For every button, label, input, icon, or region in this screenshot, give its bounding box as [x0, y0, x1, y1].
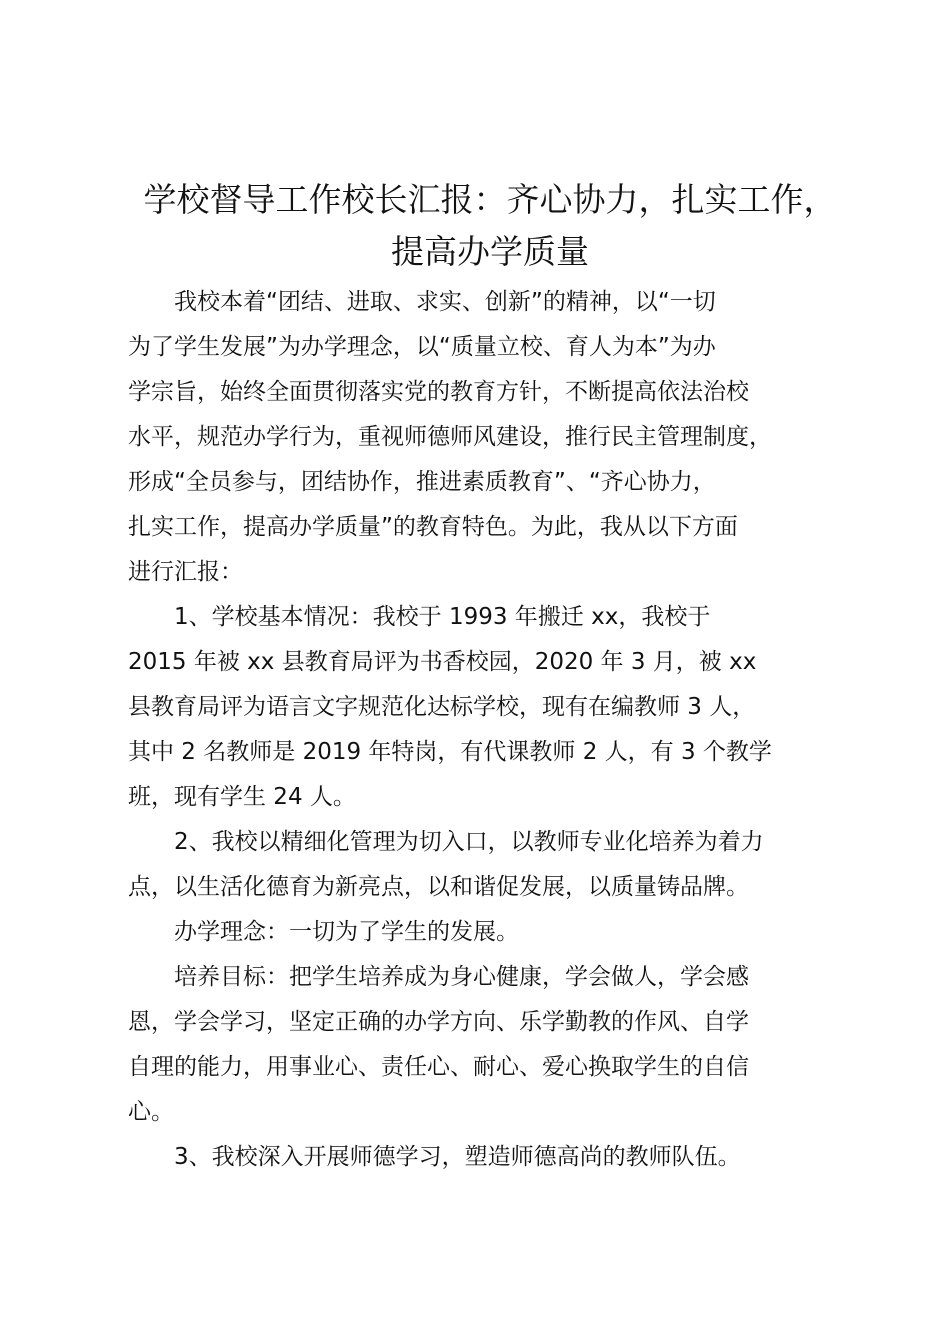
- text-line: 扎实工作，提高办学质量”的教育特色。为此，我从以下方面: [128, 514, 738, 540]
- title-line: 提高办学质量: [391, 232, 589, 271]
- text-line: 其中 2 名教师是 2019 年特岗，有代课教师 2 人，有 3 个教学: [128, 739, 772, 765]
- paragraph-intro: [128, 280, 840, 595]
- text-line: 点，以生活化德育为新亮点，以和谐促发展，以质量铸品牌。: [128, 874, 749, 900]
- document-body: [128, 280, 840, 1180]
- document-title: [110, 174, 870, 278]
- text-line: 培养目标：把学生培养成为身心健康，学会做人，学会感: [128, 964, 749, 990]
- text-line: 县教育局评为语言文字规范化达标学校，现有在编教师 3 人，: [128, 694, 756, 720]
- text-line: 心。: [128, 1099, 174, 1125]
- text-line: 2、我校以精细化管理为切入口，以教师专业化培养为着力: [128, 829, 764, 855]
- text-line: 办学理念：一切为了学生的发展。: [128, 919, 519, 945]
- text-line: 我校本着“团结、进取、求实、创新”的精神，以“一切: [128, 289, 716, 315]
- title-line: 学校督导工作校长汇报：齐心协力，扎实工作，: [143, 180, 837, 219]
- paragraph-basic-info: [128, 595, 840, 820]
- text-line: 恩，学会学习，坚定正确的办学方向、乐学勤教的作风、自学: [128, 1009, 749, 1035]
- paragraph-teacher-ethics: [128, 1135, 840, 1180]
- text-line: 班，现有学生 24 人。: [128, 784, 356, 810]
- text-line: 为了学生发展”为办学理念，以“质量立校、育人为本”为办: [128, 334, 716, 360]
- text-line: 1、学校基本情况：我校于 1993 年搬迁 xx，我校于: [128, 604, 711, 630]
- text-line: 学宗旨，始终全面贯彻落实党的教育方针，不断提高依法治校: [128, 379, 749, 405]
- text-line: 形成“全员参与，团结协作，推进素质教育”、“齐心协力，: [128, 469, 716, 495]
- paragraph-management: [128, 820, 840, 910]
- text-line: 自理的能力，用事业心、责任心、耐心、爱心换取学生的自信: [128, 1054, 749, 1080]
- paragraph-philosophy: [128, 910, 840, 955]
- text-line: 水平，规范办学行为，重视师德师风建设，推行民主管理制度，: [128, 424, 772, 450]
- paragraph-goals: [128, 955, 840, 1135]
- text-line: 3、我校深入开展师德学习，塑造师德高尚的教师队伍。: [128, 1144, 741, 1170]
- text-line: 进行汇报：: [128, 559, 243, 585]
- text-line: 2015 年被 xx 县教育局评为书香校园，2020 年 3 月，被 xx: [128, 649, 757, 675]
